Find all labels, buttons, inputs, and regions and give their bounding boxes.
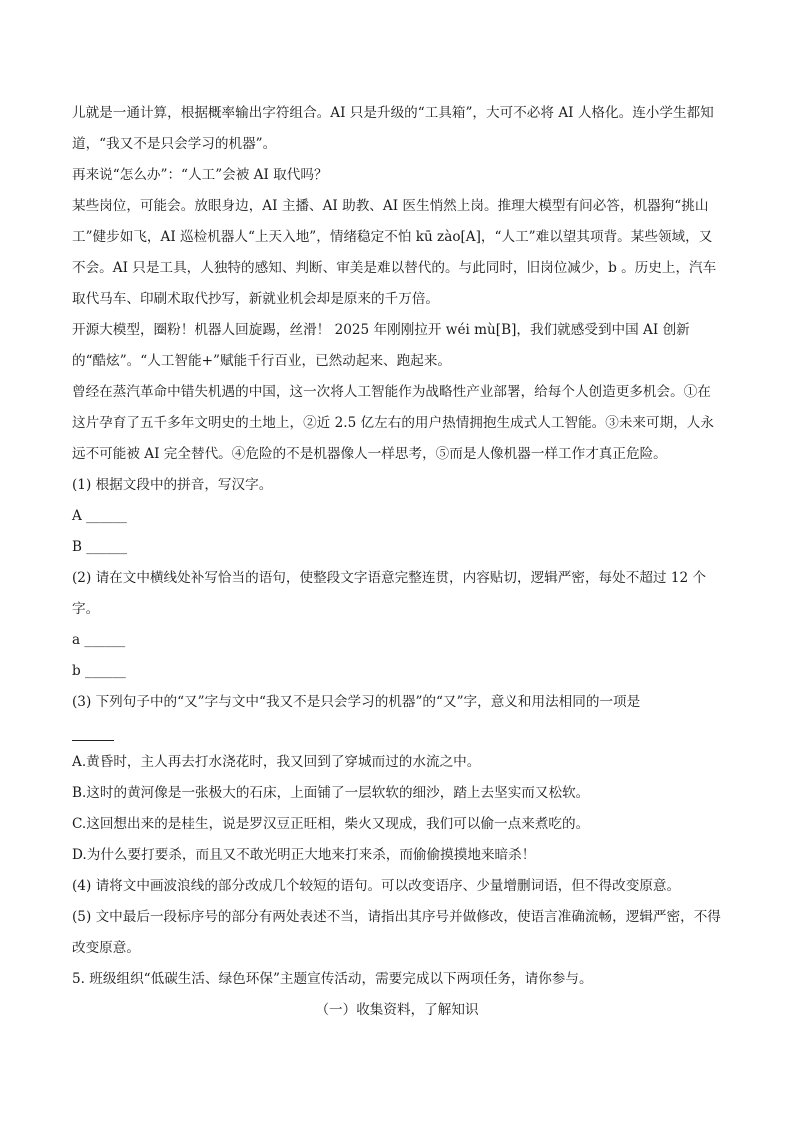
document-body (72, 98, 722, 1026)
question-2-answer-a[interactable]: a ______ (72, 632, 126, 648)
question-3-option-a: A.黄昏时，主人再去打水浇花时，我又回到了穿城而过的水流之中。 (72, 754, 481, 770)
question-3-option-b: B.这时的黄河像是一张极大的石床，上面铺了一层软软的细沙，踏上去坚实而又松软。 (72, 785, 590, 801)
question-5-prompt: (5) 文中最后一段标序号的部分有两处表述不当，请指出其序号并做修改，使语言准确流畅，逻辑严密，不得改变原意。 (72, 909, 721, 956)
task-5-heading: 5. 班级组织“低碳生活、绿色环保”主题宣传活动，需要完成以下两项任务，请你参与。 (72, 971, 593, 987)
question-2-prompt: (2) 请在文中横线处补写恰当的语句，使整段文字语意完整连贯，内容贴切，逻辑严密，每处不超过 12 个字。 (72, 570, 707, 617)
paragraph-china-opportunity: 曾经在蒸汽革命中错失机遇的中国，这一次将人工智能作为战略性产业部署，给每个人创造更多机会。①在这片孕育了五千多年文明史的土地上，②近 2.5 亿左右的用户热情拥抱生成式人工智能。③未来可期，人永远不可能被 AI 完全替代。④危险的不是机器像人一样思考，⑤而是人像机器一样工作才真正危险。 (72, 384, 714, 462)
question-1-prompt: (1) 根据文段中的拼音，写汉字。 (72, 477, 273, 493)
paragraph-how-to: 再来说“怎么办”：“人工”会被 AI 取代吗？ (72, 167, 328, 183)
question-3-answer-blank[interactable] (72, 718, 114, 741)
question-3-option-c: C.这回想出来的是桂生，说是罗汉豆正旺相，柴火又现成，我们可以偷一点来煮吃的。 (72, 816, 590, 832)
paragraph-open-source: 开源大模型，圈粉！机器人回旋踢，丝滑！ 2025 年刚刚拉开 wéi mù[B]，我们就感受到中国 AI 创新的“酷炫”。“人工智能+”赋能千行百业，已然动起来、跑起来。 (72, 322, 690, 369)
question-3-option-d: D.为什么要打要杀，而且又不敢光明正大地来打来杀，而偷偷摸摸地来暗杀！ (72, 847, 536, 863)
question-4-prompt: (4) 请将文中画波浪线的部分改成几个较短的语句。可以改变语序、少量增删词语，但不得改变原意。 (72, 878, 681, 894)
paragraph-jobs: 某些岗位，可能会。放眼身边，AI 主播、AI 助教、AI 医生悄然上岗。推理大模型有问必答，机器狗“挑山工”健步如飞，AI 巡检机器人“上天入地”，情绪稳定不怕 kū zào[A]，“人工”难以望其项背。某些领域，又不会。AI 只是工具，人独特的感知、判断、审美是难以替代的。与此同时，旧岗位减少，b 。历史上，汽车取代马车、印刷术取代抄写，新就业机会却是原来的千万倍。 (72, 198, 717, 307)
question-3-prompt: (3) 下列句子中的“又”字与文中“我又不是只会学习的机器”的“又”字，意义和用法相同的一项是 (72, 694, 641, 710)
question-2-answer-b[interactable]: b ______ (72, 663, 126, 679)
paragraph-ai-calculation: 儿就是一通计算，根据概率输出字符组合。AI 只是升级的“工具箱”，大可不必将 AI 人格化。连小学生都知道，“我又不是只会学习的机器”。 (72, 105, 714, 152)
section-1-heading: （一）收集资料，了解知识 (315, 1002, 479, 1018)
question-1-answer-a[interactable]: A ______ (72, 508, 127, 524)
question-1-answer-b[interactable]: B ______ (72, 539, 128, 555)
